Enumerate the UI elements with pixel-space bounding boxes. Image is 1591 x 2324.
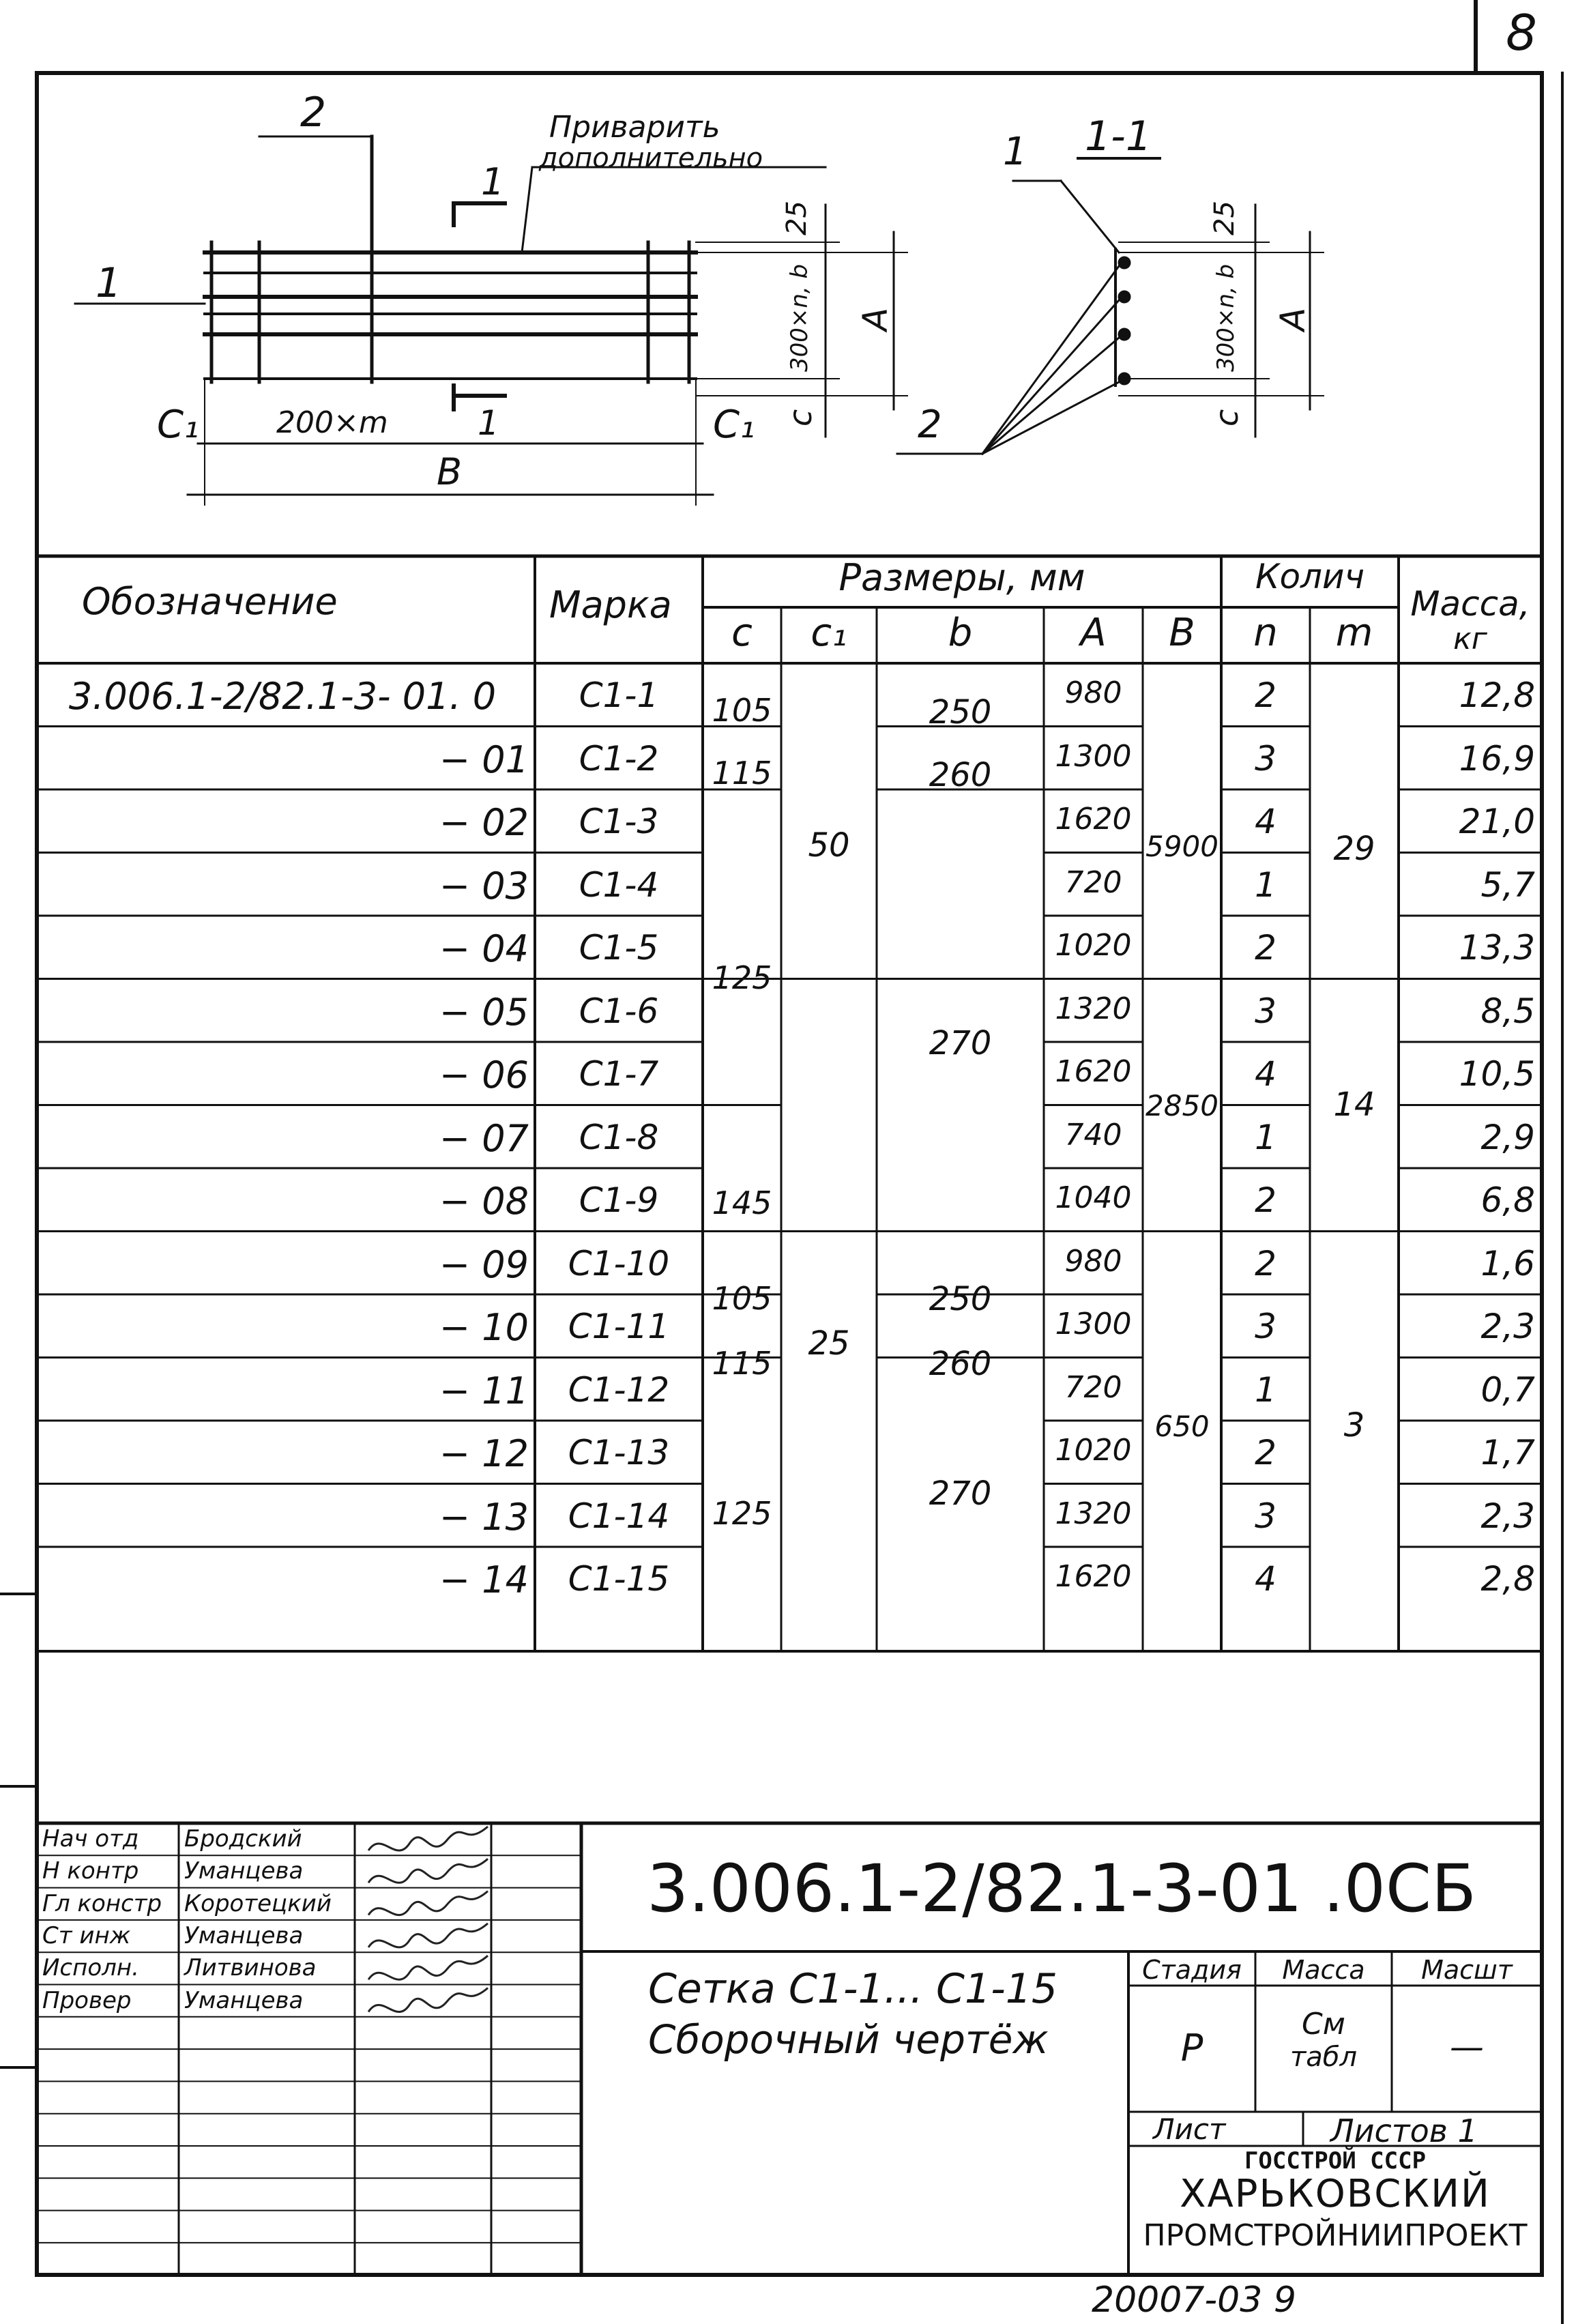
signature-scribble <box>368 1923 488 1947</box>
row-A: 720 <box>1064 1369 1122 1405</box>
row-mass: 0,7 <box>1480 1369 1535 1410</box>
row-mark: С1-8 <box>579 1117 659 1157</box>
section-mark-top: 1 <box>481 160 505 203</box>
header-c1: c₁ <box>811 611 847 655</box>
dim-c1-left: C₁ <box>157 403 199 447</box>
signature-name: Уманцева <box>184 1986 304 2014</box>
row-n: 4 <box>1255 1054 1276 1094</box>
signature-scribble <box>368 1827 488 1850</box>
page-number: 8 <box>1506 4 1537 61</box>
row-n: 4 <box>1255 802 1276 841</box>
header-n: n <box>1253 611 1278 655</box>
note-weld-line2: дополнительно <box>539 143 763 174</box>
dim-A-left: A <box>856 307 895 331</box>
cell-c-105-b: 105 <box>712 1280 772 1317</box>
row-designation: − 04 <box>439 927 529 970</box>
section-title: 1-1 <box>1085 113 1152 160</box>
row-mark: С1-5 <box>579 928 659 968</box>
row-mass: 21,0 <box>1459 802 1535 841</box>
row-mass: 2,3 <box>1480 1307 1535 1346</box>
row-mark: С1-9 <box>579 1180 659 1220</box>
header-b: b <box>948 611 973 655</box>
row-mark: С1-12 <box>568 1369 670 1410</box>
signature-name: Уманцева <box>184 1921 304 1949</box>
dim-25-left: 25 <box>781 201 813 235</box>
row-designation: − 02 <box>439 801 529 844</box>
mass-value-line2: табл <box>1289 2042 1358 2073</box>
row-A: 1040 <box>1055 1180 1132 1215</box>
dim-200m: 200×m <box>276 405 388 440</box>
organization-line2: ХАРЬКОВСКИЙ <box>1180 2172 1491 2216</box>
signature-role: Исполн. <box>42 1954 139 1982</box>
row-mark: С1-7 <box>579 1054 659 1094</box>
archive-code: 20007-03 9 <box>1092 2280 1296 2321</box>
document-code: 3.006.1-2/82.1-3-01 .0СБ <box>647 1850 1476 1927</box>
row-A: 1300 <box>1055 1307 1132 1341</box>
row-A: 980 <box>1064 676 1122 710</box>
mass-label: Масса <box>1282 1955 1365 1985</box>
sheets-label: Листов 1 <box>1330 2112 1478 2149</box>
header-B: B <box>1169 611 1195 655</box>
row-mass: 1,6 <box>1480 1243 1535 1283</box>
signature-name: Бродский <box>184 1825 302 1853</box>
row-mark: С1-11 <box>568 1307 670 1346</box>
row-n: 2 <box>1255 1180 1276 1220</box>
row-mass: 8,5 <box>1480 991 1535 1031</box>
organization-line1: ГОССТРОЙ СССР <box>1244 2147 1427 2175</box>
row-mass: 2,9 <box>1480 1117 1535 1157</box>
cell-c-115-a: 115 <box>712 755 772 791</box>
row-designation: 3.006.1-2/82.1-3- 01. 0 <box>68 675 497 718</box>
row-designation: − 05 <box>439 990 529 1034</box>
section-callout-1: 1 <box>1003 130 1027 174</box>
row-mark: С1-4 <box>579 865 659 905</box>
signature-scribble <box>368 1891 488 1915</box>
cell-b-260-b: 260 <box>929 1345 992 1383</box>
scale-label: Масшт <box>1421 1955 1513 1985</box>
row-A: 1320 <box>1055 1496 1132 1531</box>
row-mark: С1-2 <box>579 738 659 779</box>
section-mark-bottom: 1 <box>478 403 499 443</box>
row-mass: 13,3 <box>1459 928 1535 968</box>
signature-role: Нач отд <box>42 1825 139 1853</box>
cell-m-14: 14 <box>1333 1086 1375 1124</box>
mass-value-line1: См <box>1302 2007 1345 2042</box>
cell-c-105-a: 105 <box>712 692 772 729</box>
row-A: 1300 <box>1055 738 1132 774</box>
document-name-line1: Сетка С1-1... С1-15 <box>648 1965 1058 2013</box>
cell-m-3: 3 <box>1343 1406 1365 1444</box>
section-dim-c: c <box>1208 409 1245 426</box>
dim-b-left: 300×n, b <box>786 263 813 372</box>
row-designation: − 09 <box>439 1243 529 1286</box>
row-n: 1 <box>1255 1369 1276 1410</box>
row-n: 3 <box>1255 1496 1276 1536</box>
section-dim-A: A <box>1273 307 1313 331</box>
cell-c1-50: 50 <box>808 826 850 865</box>
cell-c-125-a: 125 <box>712 959 772 996</box>
row-n: 3 <box>1255 738 1276 779</box>
cell-b-250-a: 250 <box>929 693 992 731</box>
row-mass: 6,8 <box>1480 1180 1535 1220</box>
row-mark: С1-15 <box>568 1559 670 1599</box>
row-mass: 5,7 <box>1480 865 1535 905</box>
row-mass: 2,3 <box>1480 1496 1535 1536</box>
section-dim-25: 25 <box>1209 201 1240 235</box>
signature-role: Гл констр <box>42 1889 162 1917</box>
row-A: 1620 <box>1055 802 1132 837</box>
signature-role: Н контр <box>42 1857 139 1885</box>
row-A: 1020 <box>1055 928 1132 963</box>
cell-c-145: 145 <box>712 1185 772 1221</box>
row-designation: − 07 <box>439 1116 529 1160</box>
section-dim-b: 300×n, b <box>1212 263 1240 372</box>
row-mark: С1-6 <box>579 991 659 1031</box>
row-mass: 2,8 <box>1480 1559 1535 1599</box>
cell-b-260-a: 260 <box>929 756 992 794</box>
header-mass-unit: кг <box>1453 622 1487 656</box>
row-mark: С1-13 <box>568 1433 670 1472</box>
cell-B-5900: 5900 <box>1145 830 1218 863</box>
cell-c1-25: 25 <box>808 1324 850 1363</box>
row-mark: С1-10 <box>568 1243 670 1283</box>
scale-value: — <box>1450 2027 1484 2067</box>
cell-B-650: 650 <box>1154 1410 1210 1443</box>
note-weld-line1: Приварить <box>549 110 720 145</box>
dim-B: B <box>437 450 463 493</box>
signature-name: Уманцева <box>184 1857 304 1885</box>
row-designation: − 13 <box>439 1495 529 1539</box>
row-n: 1 <box>1255 1117 1276 1157</box>
cell-b-250-b: 250 <box>929 1280 992 1318</box>
header-mark: Марка <box>549 583 672 626</box>
row-designation: − 01 <box>439 738 529 781</box>
row-mass: 10,5 <box>1459 1054 1535 1094</box>
row-designation: − 14 <box>439 1558 529 1601</box>
signature-role: Ст инж <box>42 1921 131 1949</box>
row-A: 1020 <box>1055 1433 1132 1468</box>
row-mass: 1,7 <box>1480 1433 1535 1472</box>
header-A: A <box>1080 611 1107 655</box>
row-designation: − 06 <box>439 1054 529 1096</box>
sheet-label: Лист <box>1153 2112 1226 2146</box>
row-A: 720 <box>1064 865 1122 900</box>
cell-c-125-b: 125 <box>712 1495 772 1532</box>
row-mass: 12,8 <box>1459 676 1535 715</box>
row-mark: С1-3 <box>579 802 659 841</box>
row-n: 2 <box>1255 1433 1276 1472</box>
row-n: 4 <box>1255 1559 1276 1599</box>
cell-B-2850: 2850 <box>1145 1089 1218 1122</box>
callout-2: 2 <box>300 89 327 136</box>
dim-c-left: c <box>782 409 819 426</box>
row-designation: − 12 <box>439 1432 529 1475</box>
row-A: 1320 <box>1055 991 1132 1026</box>
organization-line3: ПРОМСТРОЙНИИПРОЕКТ <box>1143 2218 1528 2253</box>
cell-c-115-b: 115 <box>712 1345 772 1382</box>
document-name-line2: Сборочный чертёж <box>648 2016 1049 2063</box>
row-designation: − 10 <box>439 1306 529 1349</box>
header-sizes: Размеры, мм <box>838 556 1085 599</box>
row-mark: С1-14 <box>568 1496 670 1536</box>
dim-c1-right: C₁ <box>713 403 755 447</box>
row-n: 3 <box>1255 1307 1276 1346</box>
row-n: 2 <box>1255 928 1276 968</box>
header-c: c <box>731 611 753 655</box>
cell-b-270-a: 270 <box>929 1024 992 1062</box>
signature-scribble <box>368 1956 488 1979</box>
signature-role: Провер <box>42 1986 132 2014</box>
row-designation: − 08 <box>439 1180 529 1223</box>
cell-b-270-b: 270 <box>929 1475 992 1513</box>
signature-name: Коротецкий <box>184 1889 332 1917</box>
header-mass: Масса, <box>1410 584 1530 624</box>
signature-scribble <box>368 1988 488 2012</box>
row-designation: − 11 <box>439 1369 529 1412</box>
row-mark: С1-1 <box>579 676 659 715</box>
row-n: 2 <box>1255 1243 1276 1283</box>
row-n: 3 <box>1255 991 1276 1031</box>
row-A: 1620 <box>1055 1054 1132 1089</box>
row-n: 2 <box>1255 676 1276 715</box>
signature-name: Литвинова <box>184 1954 317 1982</box>
header-m: m <box>1335 611 1373 655</box>
stage-label: Стадия <box>1142 1955 1242 1985</box>
row-A: 980 <box>1064 1243 1122 1279</box>
row-A: 740 <box>1064 1117 1122 1152</box>
cell-m-29: 29 <box>1333 830 1375 868</box>
row-A: 1620 <box>1055 1559 1132 1594</box>
stage-value: Р <box>1180 2027 1203 2069</box>
header-qty: Колич <box>1255 557 1365 596</box>
callout-1-left: 1 <box>96 259 122 307</box>
section-callout-2: 2 <box>918 403 942 447</box>
header-designation: Обозначение <box>82 580 338 623</box>
row-n: 1 <box>1255 865 1276 905</box>
row-mass: 16,9 <box>1459 738 1535 779</box>
signature-scribble <box>368 1859 488 1883</box>
row-designation: − 03 <box>439 864 529 907</box>
